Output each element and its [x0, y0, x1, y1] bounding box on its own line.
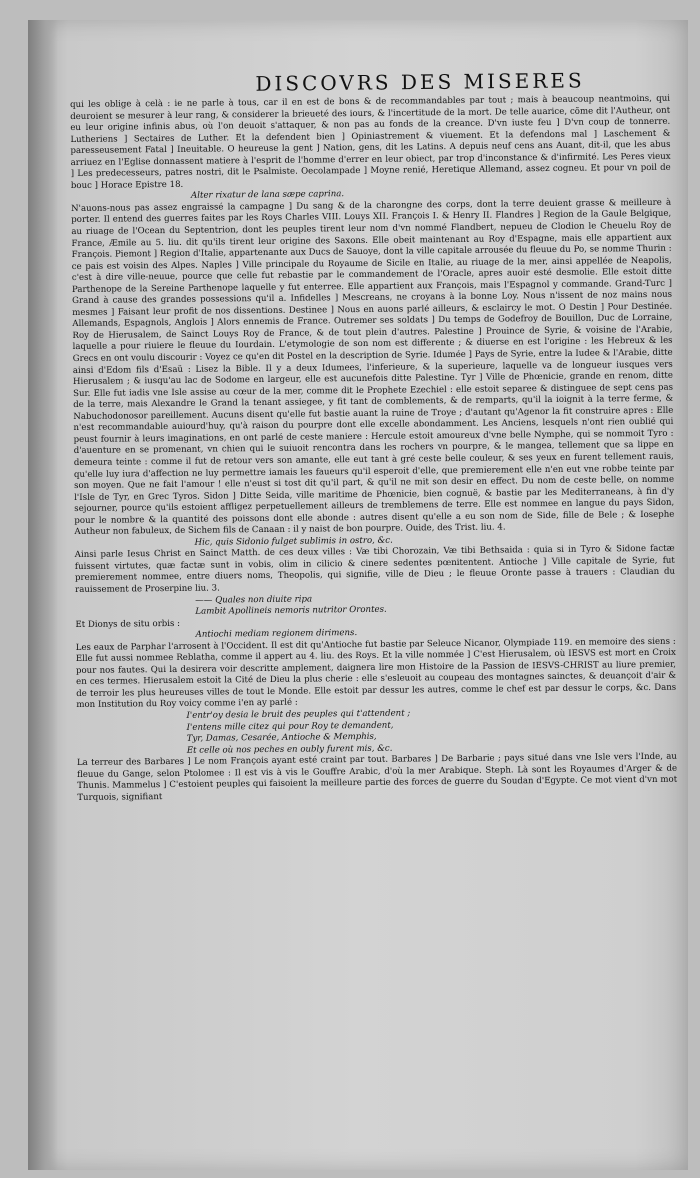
paragraph: qui les oblige à celà : ie ne parle à tous, car il en est de bons & de recommandables par tout ; mais à beaucoup neantmoins, qui deuroient se mesurer à leur rang, & considerer la brieueté des iours, & l'incertitude de la mort. De telle auarice, cõme dit l'Autheur, ont eu leur origine infinis abus, où l'on deuoit s'attaquer, & non pas au fonds de la creance. D'vn iuste feu ] D'vn coup de tonnerre. Lutheriens ] Sectaires de Luther. Et la defendent bien ] Opiniastrement & viuement. Et la defendons mal ] Laschement & paresseusement Fatal ] Ineuitable. O heureuse la gent ] Nation, gens, dit les Latins. A depuis neuf cens ans Auant, dit-il, que les abus arriuez en l'Eglise donnassent matiere à l'esprit de l'homme d'errer en leur obiect, par trop d'inconstance & d'infirmité. Les Peres vieux ] Les predecesseurs, patres nostri, dit le Psalmiste. Oecolampade ] Moyne renié, Heretique Allemand, assez cogneu. Et pour vn poil de bouc ] Horace Epistre 18. [70, 93, 671, 191]
running-title: DISCOVRS DES MISERES [255, 68, 585, 96]
commentary-text [70, 94, 677, 805]
latin-quote: Alter rixatur de lana sæpe caprina. [190, 189, 345, 202]
verse-line: Et celle où nos peches en oubly furent mis, &c. [186, 743, 393, 756]
verse-line: I'entr'oy desia le bruit des peuples qui t'attendent ; [186, 708, 411, 721]
paragraph: Ainsi parle Iesus Christ en Sainct Matth. de ces deux villes : Væ tibi Chorozain, Væ tibi Bethsaida : quia si in Tyro & Sidone factæ fuissent virtutes, quæ factæ sunt in vobis, olim in cilicio & cinere sedentes pœnitentent. Antioche ] Ville capitale de Syrie, fut premierement nommee, entre diuers noms, Theopolis, qui signifie, ville de Dieu ; le fleuue Oronte passe à trauers : Claudian du rauissement de Proserpine liu. 3. [74, 544, 676, 595]
latin-quote: —— Quales non diuite ripa [195, 594, 313, 606]
latin-quote: Hic, quis Sidonio fulget sublimis in ostro, &c. [194, 535, 393, 548]
verse-line: Tyr, Damas, Cesarée, Antioche & Memphis, [186, 731, 377, 744]
verse-line: I'entens mille citez qui pour Roy te demandent, [186, 720, 394, 733]
paragraph: N'auons-nous pas assez engraissé la campagne ] Du sang & de la charongne des corps, dont la terre deuient grasse & meilleure à porter. Il entend des guerres faites par les Roys Charles VIII. Louys XII. François I. & Henry II. Flandres ] Region de la Gaule Belgique, au riuage de l'Ocean du Septentrion, dont les peuples tirent leur nom d'vn nommé Flandbert, nepueu de Clodion le Cheuelu Roy de France, Æmile au 5. liu. dit qu'ils tirent leur origine des Saxons. Elle obeit maintenant au Roy d'Espagne, mais elle appartient aux François. Piemont ] Region d'Italie, appartenante aux Ducs de Sauoye, dont la ville capitale arrousée du fleuue du Po, se nomme Thurin : ce pais est voisin des Alpes. Naples ] Ville principale du Royaume de Sicile en Italie, au riuage de la mer, ainsi appellée de Neapolis, c'est à dire ville-neuue, pource que celle fut rebastie par le commandement de l'Oracle, apres auoir esté desmolie. Elle estoit ditte Parthenope de la Sereine Parthenope laquelle y fut enterree. Elle appartient aux François, mais l'Espagnol y commande. Grand-Turc ] Grand à cause des grandes possessions qu'il a. Infidelles ] Mescreans, ne croyans à la bonne Loy. Nous n'issent de noz mains nous mesmes ] Faisant leur profit de nos dissentions. Destinee ] Nous en auons parlé ailleurs, & esclaircy le mot. O Destin ] Pour Destinée. Allemands, Espagnols, Anglois ] Alors ennemis de France. Outremer ses soldats ] Du temps de Godefroy de Bouillon, Duc de Lorraine, Roy de Hierusalem, de Sainct Louys Roy de France, & de tout plein d'autres. Palestine ] Prouince de Syrie, & voisine de l'Arabie, laquelle a pour riuiere le fleuue du Iourdain. L'etymologie de son nom est differente ; & diuerse en est l'origine : les Hebreux & les Grecs en ont voulu discourir : Voyez ce qu'en dit Postel en la description de Syrie. Idumée ] Pays de Syrie, entre la Iudee & l'Arabie, ditte ainsi d'Edom fils d'Esaü : Lisez la Bible. Il y a deux Idumees, l'inferieure, & la superieure, laquelle va de longueur iusques vers Hierusalem ; & iusqu'au lac de Sodome en largeur, elle est aucunefois ditte Palestine. Tyr ] Ville de Phœnicie, grande en renom, ditte Sur. Elle fut iadis vne Isle assise au cœur de la mer, comme dit le Prophete Ezechiel : elle estoit separee & distinguee de sept cens pas de la terre, mais Alexandre le Grand la tenant assiegee, y fit tant de comblements, & de remparts, qu'il la ioignit à la terre ferme, & Nabuchodonosor pareillement. Aucuns disent qu'elle fut bastie auant la ruine de Troye ; d'autant qu'Agenor la fit construire apres : Elle n'est recommandable auiourd'huy, qu'à raison du pourpre dont elle excelle abondamment. Les Anciens, lesquels n'ont rien oublié qui peust fournir à leurs imaginations, en ont parlé de ceste maniere : Hercule estoit amoureux d'vne belle Nymphe, qui se nommoit Tyro : d'auenture en se promenant, vn chien qui le suiuoit rencontra dans les rochers vn pourpre, & le mangea, tellement que sa lippe en demeura teinte : comme il fut de retour vers son amante, elle eut tant à gré ceste belle couleur, & ses yeux en furent tellement rauis, qu'elle luy iura d'affection ne luy permettre iamais les faueurs qu'il esperoit d'elle, que premierement elle n'en eut vne robbe teinte par son moyen. Que ne fait l'amour ! elle n'eust si tost dit qu'il part, & qu'il ne mit son desir en effect. Du nom de ceste belle, on nomme l'Isle de Tyr, en Grec Tyros. Sidon ] Ditte Seida, ville maritime de Phœnicie, bien cognuë, & bastie par les Mediterraneans, à fin d'y sejourner, pource qu'ils estoient affligez perpetuellement ailleurs de tremblemens de terre. Elle est nommee en langue du pays Sidon, pour le nombre & la quantité des poissons dont elle abonde : autres disent qu'elle a eu son nom de Side, fille de Bele ; & Iosephe Autheur non fabuleux, de Sichem fils de Canaan : il y naist de bon pourpre. Ouide, des Trist. liu. 4. [71, 197, 675, 538]
latin-quote: Antiochi mediam regionem dirimens. [195, 628, 358, 640]
paragraph: La terreur des Barbares ] Le nom François ayant esté craint par tout. Barbares ] De Barbarie ; pays situé dans vne Isle vers l'Inde, au fleuue du Gange, selon Ptolomee : Il est vis à vis le Gouffre Arabic, d'où la mer Arabique. Steph. Là sont les Royaumes d'Arger & de Thunis. Mammelus ] C'estoient peuples qui faisoient la meilleure partie des forces de guerre du Soudan d'Egypte. Ce mot vient d'vn mot Turquois, signifiant [76, 751, 678, 803]
page-spine-shadow [28, 20, 58, 1170]
latin-quote: Lambit Apollineis nemoris nutritor Orontes. [195, 604, 387, 617]
paragraph: Les eaux de Parphar l'arrosent à l'Occident. Il est dit qu'Antioche fut bastie par Seleuce Nicanor, Olympiade 119. en memoire des siens : Elle fut aussi nommee Reblatha, comme il appert au 4. liu. des Roys. Et la ville nommée ] C'est Hierusalem, où IESVS est mort en Croix pour nos fautes. Qui la desirera voir descritte amplement, daignera lire mon Histoire de la Passion de IESVS-CHRIST au liure premier, en ces termes. Hierusalem estoit la Cité de Dieu la plus cherie : elle s'esleuoit au coupeau des montagnes sainctes, & deuançoit d'air & de terroir les plus heureuses villes de tout le Monde. Elle estoit par dessur les autres, comme le chef est par dessur le corps, &c. Dans mon Institution du Roy voicy comme i'en ay parlé : [75, 636, 677, 711]
paragraph: Et Dionys de situ orbis : [75, 618, 181, 630]
